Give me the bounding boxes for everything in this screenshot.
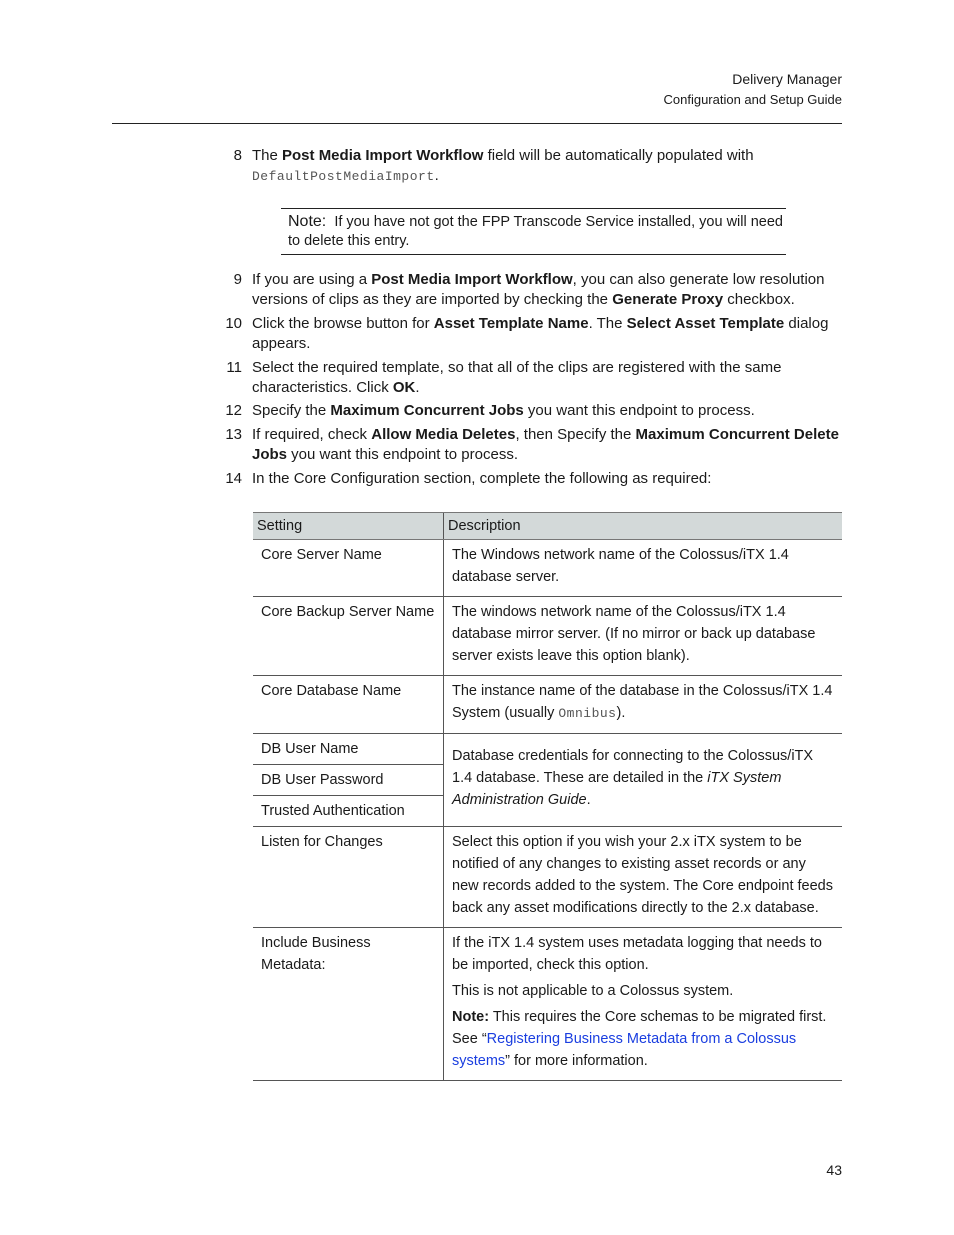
step-number: 12 [225, 402, 242, 419]
text-segment: Specify the [252, 402, 331, 419]
text-segment: The [252, 147, 283, 164]
setting-cell: Core Backup Server Name [253, 597, 444, 676]
text-segment: If the iTX 1.4 system uses metadata logging that needs to be imported, check this option. [452, 935, 822, 973]
text-segment: If required, check [252, 426, 372, 443]
note-label: Note: [288, 213, 327, 230]
text-segment: you want this endpoint to process. [287, 445, 518, 463]
text-segment: The windows network name of the Colossus/iTX 1.4 database mirror server. (If no mirror or back up database server exists leave this option blank). [452, 604, 816, 664]
step-number: 13 [225, 426, 242, 443]
text-segment: The Windows network name of the Colossus/iTX 1.4 database server. [452, 547, 789, 585]
step-item [233, 270, 852, 309]
table-row [253, 540, 842, 597]
description-cell [444, 734, 843, 827]
step-item [225, 469, 852, 489]
text-segment: dialog appears. [252, 315, 829, 352]
description-paragraph [452, 745, 834, 811]
setting-cell: Include Business Metadata: [253, 928, 444, 1081]
bold-text: Maximum Concurrent Delete Jobs [252, 426, 839, 463]
text-segment: iTX System Administration Guide [452, 770, 782, 808]
bold-text: Generate Proxy [612, 290, 724, 308]
text-segment: Select this option if you wish your 2.x iTX system to be notified of any changes to existing asset records or any new records added to the system. The Core endpoint feeds back any asset modifications directly to the 2.x database. [452, 834, 833, 916]
step-number: 14 [225, 470, 242, 487]
bold-text: Asset Template Name [433, 315, 589, 332]
bold-text: Maximum Concurrent Jobs [330, 402, 524, 419]
text-segment: Click the browse button for [252, 315, 434, 332]
step-item [225, 401, 852, 421]
code-text: DefaultPostMediaImport [252, 168, 435, 184]
text-segment: This requires the Core schemas to be migrated first. See “ [452, 1009, 827, 1047]
setting-cell: Core Database Name [253, 676, 444, 734]
code-text: Omnibus [558, 706, 617, 721]
text-segment: Select the required template, so that all of the clips are registered with the same characteristics. Click [252, 359, 782, 396]
text-segment: checkbox. [723, 290, 795, 308]
description-paragraph [452, 601, 834, 667]
text-segment: In the Core Configuration section, complete the following as required: [252, 470, 712, 487]
step-number: 8 [233, 147, 242, 164]
header-title: Delivery Manager [732, 71, 842, 87]
description-cell [444, 597, 843, 676]
text-segment: . The [588, 315, 627, 332]
description-paragraph [452, 1006, 834, 1072]
col-header-description: Description [444, 513, 843, 540]
table-row [253, 676, 842, 734]
text-segment: The instance name of the database in the Colossus/iTX 1.4 System (usually [452, 683, 833, 721]
text-segment: . [434, 166, 439, 184]
description-paragraph [452, 980, 834, 1002]
step-item [225, 425, 852, 464]
step-item [226, 358, 852, 397]
bold-text: Note: [452, 1009, 490, 1025]
bold-text: Post Media Import Workflow [371, 271, 573, 288]
core-settings-table [253, 512, 842, 1081]
note-box [281, 208, 786, 255]
bold-text: Post Media Import Workflow [282, 147, 484, 164]
description-cell [444, 540, 843, 597]
text-segment: ” for more information. [505, 1053, 648, 1069]
text-segment: Database credentials for connecting to the Colossus/iTX 1.4 database. These are detailed in the [452, 748, 814, 786]
note-text: If you have not got the FPP Transcode Service installed, you will need to delete this entry. [288, 214, 783, 249]
text-segment: , then Specify the [515, 426, 636, 443]
bold-text: Allow Media Deletes [371, 426, 516, 443]
text-segment: . [586, 792, 591, 808]
text-segment: , you can also generate low resolution versions of clips as they are imported by checking the [252, 271, 825, 308]
description-cell [444, 827, 843, 928]
table-row [253, 597, 842, 676]
text-segment: If you are using a [252, 271, 372, 288]
cross-reference-link[interactable]: Registering Business Metadata from a Colossus systems [452, 1031, 797, 1069]
description-paragraph [452, 680, 834, 725]
col-header-setting: Setting [253, 513, 444, 540]
description-cell [444, 928, 843, 1081]
table-row [253, 827, 842, 928]
step-item [233, 146, 852, 186]
setting-cell: Trusted Authentication [253, 796, 444, 827]
text-segment: . [415, 378, 420, 396]
description-paragraph [452, 932, 834, 976]
setting-cell: Listen for Changes [253, 827, 444, 928]
table-row [253, 928, 842, 1081]
step-number: 10 [225, 315, 242, 332]
setting-cell: Core Server Name [253, 540, 444, 597]
step-item [225, 314, 852, 353]
setting-cell: DB User Name [253, 734, 444, 765]
description-paragraph [452, 831, 834, 919]
text-segment: ). [616, 705, 626, 721]
text-segment: This is not applicable to a Colossus system. [452, 983, 734, 999]
bold-text: OK [392, 378, 416, 396]
step-number: 9 [233, 271, 242, 288]
header-subtitle: Configuration and Setup Guide [663, 92, 842, 107]
header-rule [112, 123, 842, 124]
description-cell [444, 676, 843, 734]
text-segment: field will be automatically populated with [483, 147, 754, 164]
text-segment: you want this endpoint to process. [523, 402, 755, 419]
bold-text: Select Asset Template [626, 315, 785, 332]
setting-cell: DB User Password [253, 765, 444, 796]
description-paragraph [452, 544, 834, 588]
page-number: 43 [826, 1162, 842, 1178]
table-row [253, 734, 842, 765]
step-number: 11 [226, 359, 242, 376]
